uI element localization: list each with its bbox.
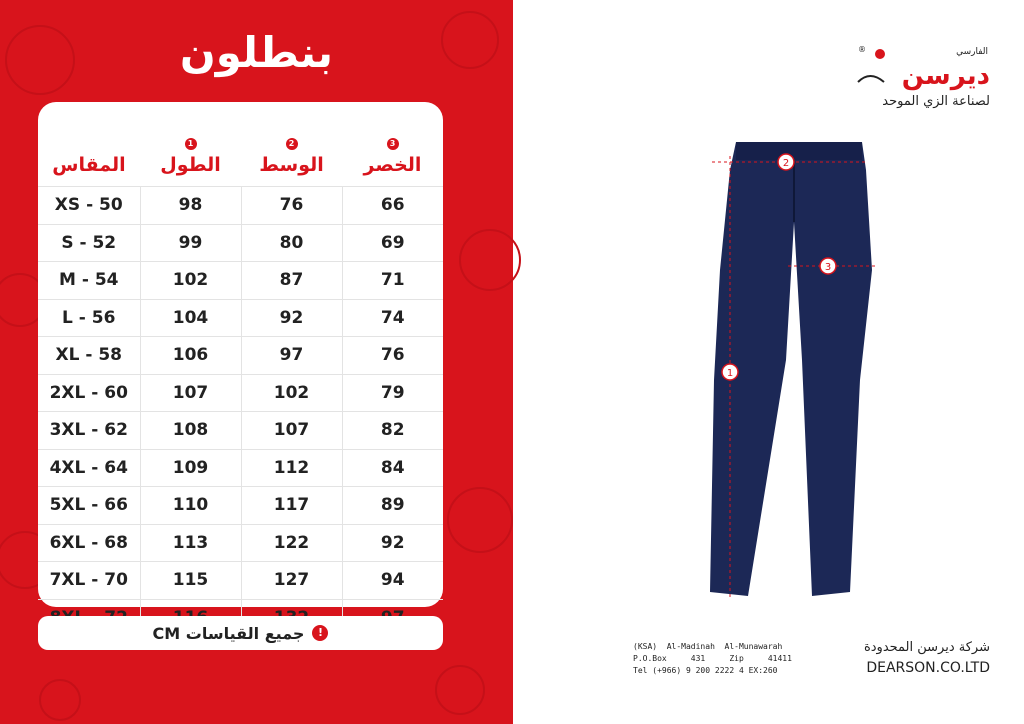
table-cell: 79 xyxy=(342,374,443,412)
table-cell: 99 xyxy=(140,224,241,262)
table-row xyxy=(38,374,443,412)
header-waist: 3 الخصر xyxy=(363,139,422,176)
table-cell: 71 xyxy=(342,262,443,300)
table-cell: 108 xyxy=(140,412,241,450)
table-cell: 110 xyxy=(140,487,241,525)
marker-badge: 1 xyxy=(185,138,197,150)
table-row xyxy=(38,562,443,600)
table-cell: S - 52 xyxy=(38,224,140,262)
svg-text:ديرسن: ديرسن xyxy=(901,61,990,91)
table-cell: 87 xyxy=(241,262,342,300)
trousers-illustration xyxy=(690,130,890,610)
table-cell: 84 xyxy=(342,449,443,487)
table-row xyxy=(38,224,443,262)
svg-text:®: ® xyxy=(858,45,866,54)
table-cell: M - 54 xyxy=(38,262,140,300)
table-cell: 76 xyxy=(342,337,443,375)
header-length: 1 الطول xyxy=(160,139,221,176)
table-cell: 2XL - 60 xyxy=(38,374,140,412)
table-cell: 89 xyxy=(342,487,443,525)
table-cell: 5XL - 66 xyxy=(38,487,140,525)
table-row xyxy=(38,449,443,487)
marker-badge: 3 xyxy=(387,138,399,150)
table-row xyxy=(38,262,443,300)
table-header-row xyxy=(38,102,443,187)
table-row xyxy=(38,487,443,525)
table-cell: 104 xyxy=(140,299,241,337)
table-cell: 107 xyxy=(241,412,342,450)
table-cell: 117 xyxy=(241,487,342,525)
table-cell: XS - 50 xyxy=(38,187,140,225)
table-cell: 122 xyxy=(241,524,342,562)
table-cell: 92 xyxy=(342,524,443,562)
company-name-arabic: شركة ديرسن المحدودة xyxy=(863,640,990,655)
svg-text:2: 2 xyxy=(782,158,790,169)
table-cell: 74 xyxy=(342,299,443,337)
table-cell: 102 xyxy=(241,374,342,412)
table-cell: 92 xyxy=(241,299,342,337)
svg-text:الفارسي: الفارسي xyxy=(956,47,988,57)
table-cell: 4XL - 64 xyxy=(38,449,140,487)
table-cell: 107 xyxy=(140,374,241,412)
exclamation-icon: ! xyxy=(312,625,328,641)
address-block: (KSA) Al-Madinah Al-Munawarah P.O.Box 431 Zip 41411 Tel (+966) 9 200 2222 4 EX:260 xyxy=(633,642,792,675)
table-row xyxy=(38,299,443,337)
table-cell: 127 xyxy=(241,562,342,600)
header-hip: 2 الوسط xyxy=(259,139,324,176)
table-cell: 109 xyxy=(140,449,241,487)
table-cell: 82 xyxy=(342,412,443,450)
table-cell: 7XL - 70 xyxy=(38,562,140,600)
units-note-text: جميع القياسات CM xyxy=(152,623,305,643)
table-cell: XL - 58 xyxy=(38,337,140,375)
table-cell: 69 xyxy=(342,224,443,262)
svg-text:3: 3 xyxy=(824,262,832,273)
table-row xyxy=(38,187,443,225)
table-row xyxy=(38,337,443,375)
table-cell: 98 xyxy=(140,187,241,225)
company-name-english: DEARSON.CO.LTD xyxy=(866,660,990,676)
table-cell: 66 xyxy=(342,187,443,225)
table-cell: 76 xyxy=(241,187,342,225)
units-note xyxy=(38,616,443,650)
marker-3 xyxy=(820,258,836,274)
table-cell: 6XL - 68 xyxy=(38,524,140,562)
table-cell: 115 xyxy=(140,562,241,600)
brand-tagline: لصناعة الزي الموحد xyxy=(882,94,990,109)
table-cell: 80 xyxy=(241,224,342,262)
table-cell: L - 56 xyxy=(38,299,140,337)
marker-2 xyxy=(778,154,794,170)
table-row xyxy=(38,524,443,562)
table-cell: 112 xyxy=(241,449,342,487)
size-table xyxy=(38,102,443,636)
table-cell: 97 xyxy=(241,337,342,375)
marker-1 xyxy=(722,364,738,380)
table-row xyxy=(38,412,443,450)
table-cell: 106 xyxy=(140,337,241,375)
table-cell: 102 xyxy=(140,262,241,300)
marker-badge: 2 xyxy=(286,138,298,150)
page-title: بنطلون xyxy=(179,28,334,77)
header-size: المقاس xyxy=(52,154,126,176)
size-table-card xyxy=(38,102,443,607)
table-cell: 3XL - 62 xyxy=(38,412,140,450)
table-cell: 94 xyxy=(342,562,443,600)
table-cell: 113 xyxy=(140,524,241,562)
svg-text:1: 1 xyxy=(726,368,734,379)
